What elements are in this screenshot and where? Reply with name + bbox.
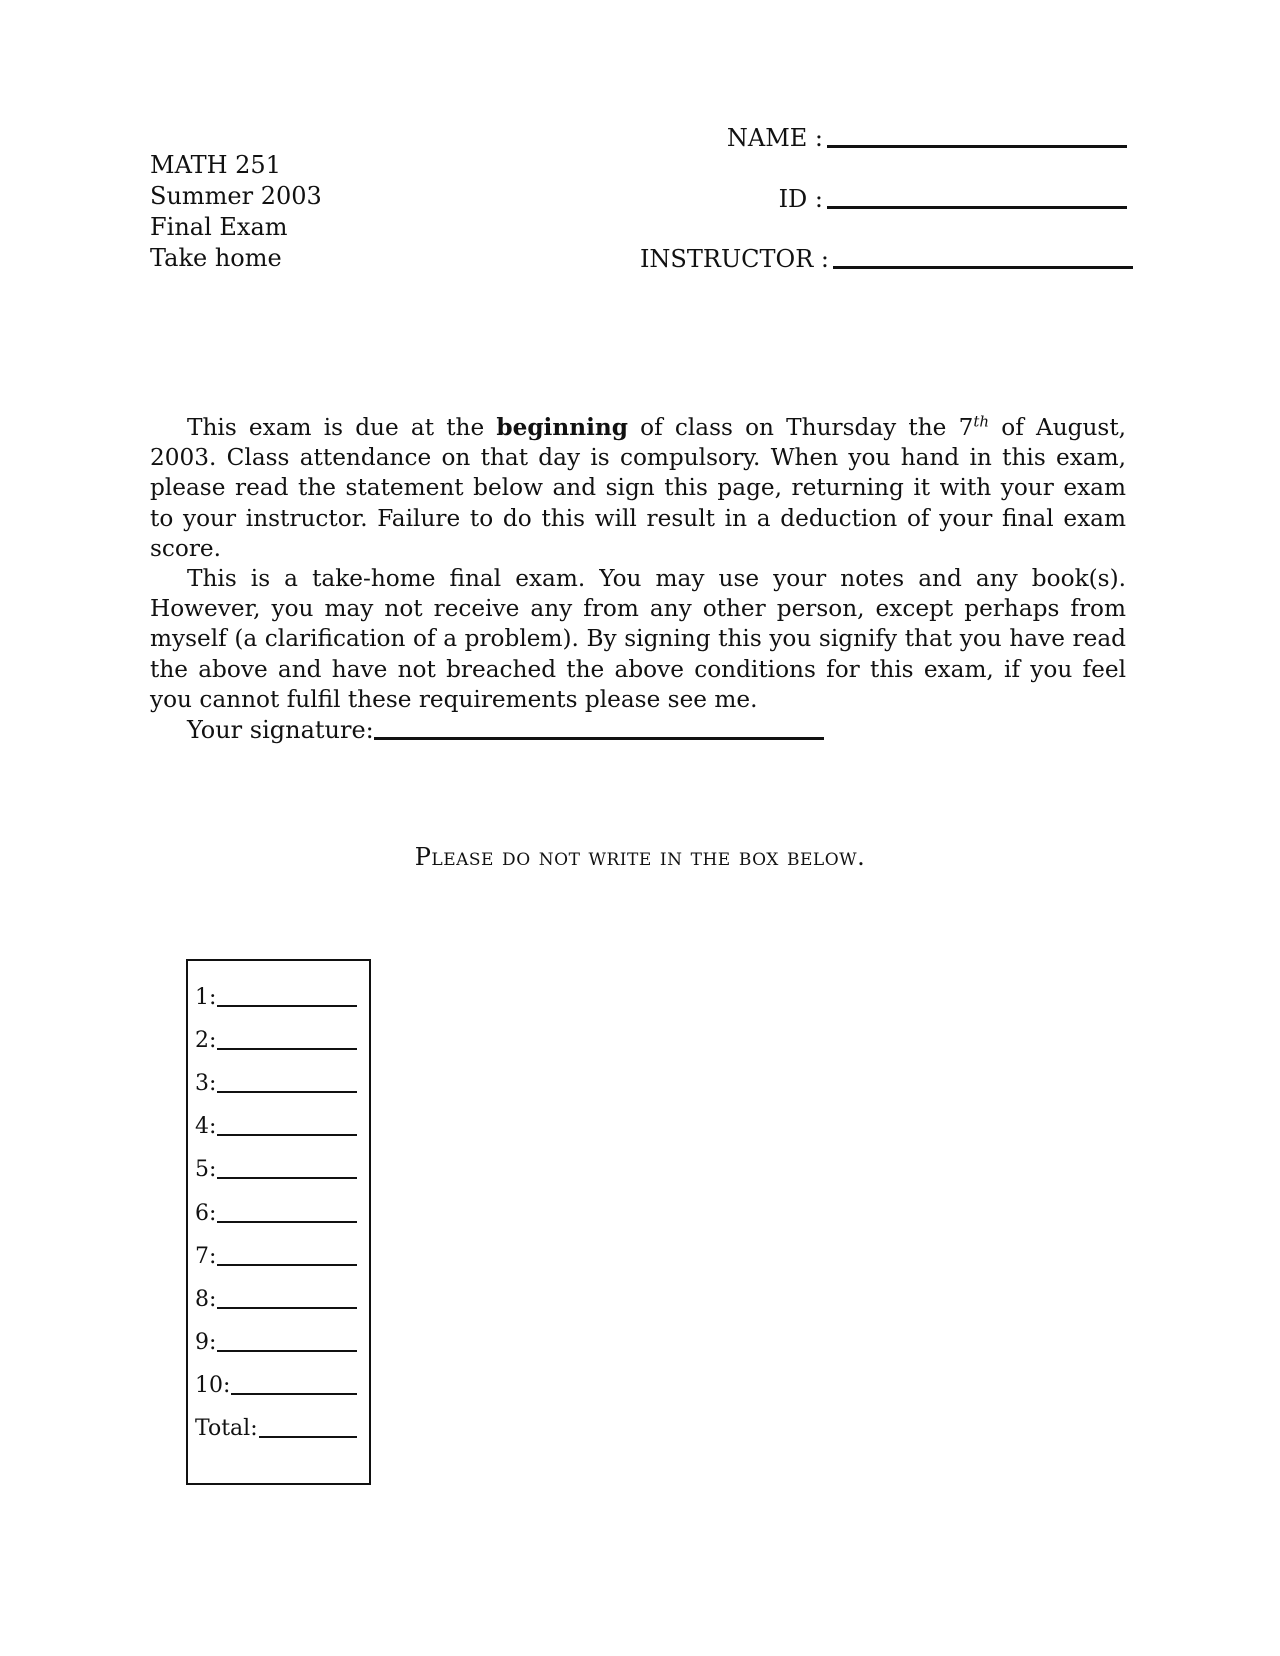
- score-row-label: 4:: [195, 1114, 217, 1140]
- score-blank[interactable]: [217, 1264, 357, 1266]
- p1-text-end: of August, 2003. Class attendance on that day is compulsory. When you hand in this exam, please read the statement below and sign this page, returning it with your exam to your instructor. Failure to do this will result in a deduction of your final exam score.: [150, 414, 1127, 562]
- score-row-total[interactable]: [195, 1416, 357, 1442]
- id-label: ID :: [778, 185, 823, 213]
- score-row-label: 9:: [195, 1329, 217, 1355]
- score-row[interactable]: [195, 1330, 357, 1356]
- instructor-blank[interactable]: [833, 266, 1133, 269]
- signature-blank[interactable]: [374, 737, 824, 740]
- instructor-field[interactable]: [640, 245, 1133, 273]
- score-row[interactable]: [195, 1244, 357, 1270]
- signature-label: Your signature:: [187, 716, 374, 744]
- score-blank[interactable]: [217, 1091, 357, 1093]
- name-field[interactable]: [727, 124, 1127, 152]
- id-field[interactable]: [779, 185, 1127, 213]
- score-blank[interactable]: [217, 1177, 357, 1179]
- instructions-paragraph-2: This is a take-home final exam. You may use your notes and any book(s). However, you may not receive any from any other person, except perhaps from myself (a clarification of a problem). By signing this you signify that you have read the above and have not breached the above conditions for this exam, if you feel you cannot fulfil these requirements please see me.: [150, 565, 1126, 713]
- score-blank[interactable]: [217, 1350, 357, 1352]
- score-blank[interactable]: [217, 1134, 357, 1136]
- instructor-label: INSTRUCTOR :: [639, 245, 829, 273]
- score-blank[interactable]: [217, 1005, 357, 1007]
- name-label: NAME :: [726, 124, 823, 152]
- score-row-label: 1:: [195, 985, 217, 1010]
- score-row-label: Total:: [195, 1416, 258, 1441]
- signature-field[interactable]: [187, 716, 824, 744]
- name-blank[interactable]: [827, 145, 1127, 148]
- do-not-write-notice: Please do not write in the box below.: [414, 843, 866, 871]
- score-blank[interactable]: [231, 1393, 357, 1395]
- score-row[interactable]: [195, 1157, 357, 1183]
- exam-title: Final Exam: [150, 213, 288, 241]
- score-row-label: 3:: [195, 1071, 217, 1097]
- instructions-paragraph-1: [150, 413, 1126, 564]
- id-blank[interactable]: [827, 206, 1127, 209]
- p1-superscript: th: [973, 412, 990, 431]
- p1-text-start: This exam is due at the: [187, 414, 497, 441]
- score-row-label: 6:: [195, 1200, 217, 1226]
- score-blank[interactable]: [259, 1436, 357, 1438]
- course-code: MATH 251: [150, 151, 281, 179]
- score-row-label: 2:: [195, 1028, 217, 1054]
- p1-bold-word: beginning: [496, 414, 628, 441]
- score-blank[interactable]: [217, 1221, 357, 1223]
- score-blank[interactable]: [217, 1048, 357, 1050]
- course-info: [150, 150, 322, 274]
- score-box: [186, 959, 371, 1485]
- score-row-label: 10:: [195, 1372, 231, 1398]
- course-term: Summer 2003: [150, 182, 322, 210]
- score-row[interactable]: [195, 985, 357, 1011]
- score-row-label: 8:: [195, 1286, 217, 1312]
- score-row[interactable]: [195, 1071, 357, 1097]
- p1-text-mid: of class on Thursday the 7: [627, 414, 974, 441]
- score-row[interactable]: [195, 1373, 357, 1399]
- score-row[interactable]: [195, 1287, 357, 1313]
- score-blank[interactable]: [217, 1307, 357, 1309]
- exam-type: Take home: [150, 244, 282, 272]
- instructions: [150, 413, 1126, 715]
- score-row-label: 5:: [195, 1157, 217, 1183]
- score-row-label: 7:: [195, 1243, 217, 1269]
- score-row[interactable]: [195, 1028, 357, 1054]
- score-row[interactable]: [195, 1201, 357, 1227]
- score-row[interactable]: [195, 1114, 357, 1140]
